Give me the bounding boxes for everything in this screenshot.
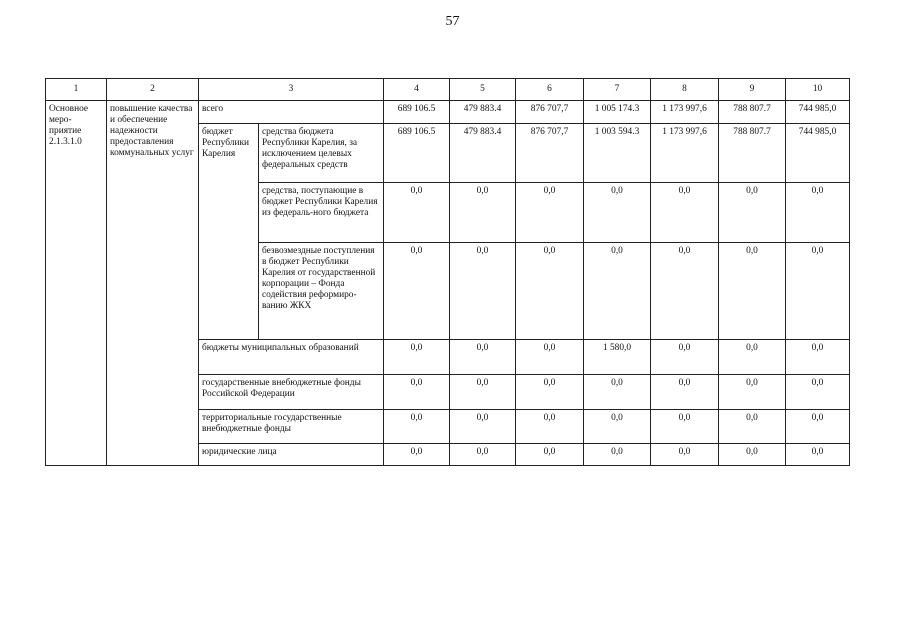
value-cell: 0,0 <box>516 444 584 466</box>
value-cell: 0,0 <box>786 410 850 444</box>
measure-cell: Основное меро-приятие 2.1.3.1.0 <box>46 101 107 466</box>
header-cell: 6 <box>516 79 584 101</box>
page-number: 57 <box>445 14 460 29</box>
header-row <box>46 79 850 101</box>
value-cell: 876 707,7 <box>516 124 584 183</box>
value-cell: 0,0 <box>651 340 719 375</box>
header-cell: 2 <box>107 79 199 101</box>
value-cell: 0,0 <box>584 375 651 410</box>
value-cell: 0,0 <box>450 243 516 340</box>
value-cell: 689 106.5 <box>384 101 450 124</box>
value-cell: 0,0 <box>584 243 651 340</box>
value-cell: 0,0 <box>786 243 850 340</box>
header-cell: 7 <box>584 79 651 101</box>
value-cell: 0,0 <box>719 410 786 444</box>
table-row <box>46 101 850 124</box>
source-label: территориальные государственные внебюджетные фонды <box>199 410 384 444</box>
source-label: безвозмездные поступления в бюджет Республики Карелия от государственной корпорации – Фонда содействия реформиро-ванию ЖКХ <box>259 243 384 340</box>
value-cell: 0,0 <box>651 183 719 243</box>
value-cell: 788 807.7 <box>719 124 786 183</box>
header-cell: 10 <box>786 79 850 101</box>
value-cell: 0,0 <box>384 375 450 410</box>
header-cell: 1 <box>46 79 107 101</box>
value-cell: 0,0 <box>450 340 516 375</box>
value-cell: 0,0 <box>651 444 719 466</box>
value-cell: 0,0 <box>786 444 850 466</box>
value-cell: 1 003 594.3 <box>584 124 651 183</box>
budget-table <box>45 78 850 466</box>
value-cell: 0,0 <box>786 340 850 375</box>
value-cell: 0,0 <box>516 410 584 444</box>
value-cell: 0,0 <box>651 243 719 340</box>
value-cell: 0,0 <box>384 183 450 243</box>
value-cell: 0,0 <box>786 375 850 410</box>
budget-rk-cell: бюджет Республики Карелия <box>199 124 259 340</box>
source-label: средства бюджета Республики Карелия, за исключением целевых федеральных средств <box>259 124 384 183</box>
goal-cell: повышение качества и обеспечение надежности предоставления коммунальных услуг <box>107 101 199 466</box>
value-cell: 1 005 174.3 <box>584 101 651 124</box>
value-cell: 788 807.7 <box>719 101 786 124</box>
value-cell: 0,0 <box>584 410 651 444</box>
value-cell: 0,0 <box>786 183 850 243</box>
header-cell: 5 <box>450 79 516 101</box>
value-cell: 1 173 997,6 <box>651 124 719 183</box>
header-cell: 9 <box>719 79 786 101</box>
value-cell: 0,0 <box>651 375 719 410</box>
value-cell: 0,0 <box>516 183 584 243</box>
value-cell: 0,0 <box>719 243 786 340</box>
value-cell: 876 707,7 <box>516 101 584 124</box>
value-cell: 0,0 <box>450 444 516 466</box>
value-cell: 1 173 997,6 <box>651 101 719 124</box>
value-cell: 744 985,0 <box>786 101 850 124</box>
value-cell: 0,0 <box>719 375 786 410</box>
value-cell: 0,0 <box>719 340 786 375</box>
value-cell: 479 883.4 <box>450 124 516 183</box>
source-label: бюджеты муниципальных образований <box>199 340 384 375</box>
value-cell: 0,0 <box>584 183 651 243</box>
value-cell: 0,0 <box>719 444 786 466</box>
value-cell: 479 883.4 <box>450 101 516 124</box>
value-cell: 0,0 <box>384 243 450 340</box>
value-cell: 0,0 <box>516 243 584 340</box>
header-cell: 4 <box>384 79 450 101</box>
value-cell: 0,0 <box>450 183 516 243</box>
value-cell: 1 580,0 <box>584 340 651 375</box>
value-cell: 0,0 <box>384 444 450 466</box>
value-cell: 0,0 <box>516 340 584 375</box>
value-cell: 0,0 <box>651 410 719 444</box>
source-label: всего <box>199 101 384 124</box>
value-cell: 744 985,0 <box>786 124 850 183</box>
value-cell: 0,0 <box>450 375 516 410</box>
header-cell: 8 <box>651 79 719 101</box>
source-label: государственные внебюджетные фонды Российской Федерации <box>199 375 384 410</box>
value-cell: 0,0 <box>384 410 450 444</box>
value-cell: 0,0 <box>384 340 450 375</box>
source-label: средства, поступающие в бюджет Республики Карелия из федераль-ного бюджета <box>259 183 384 243</box>
value-cell: 0,0 <box>584 444 651 466</box>
value-cell: 689 106.5 <box>384 124 450 183</box>
header-cell: 3 <box>199 79 384 101</box>
source-label: юридические лица <box>199 444 384 466</box>
value-cell: 0,0 <box>719 183 786 243</box>
value-cell: 0,0 <box>450 410 516 444</box>
value-cell: 0,0 <box>516 375 584 410</box>
